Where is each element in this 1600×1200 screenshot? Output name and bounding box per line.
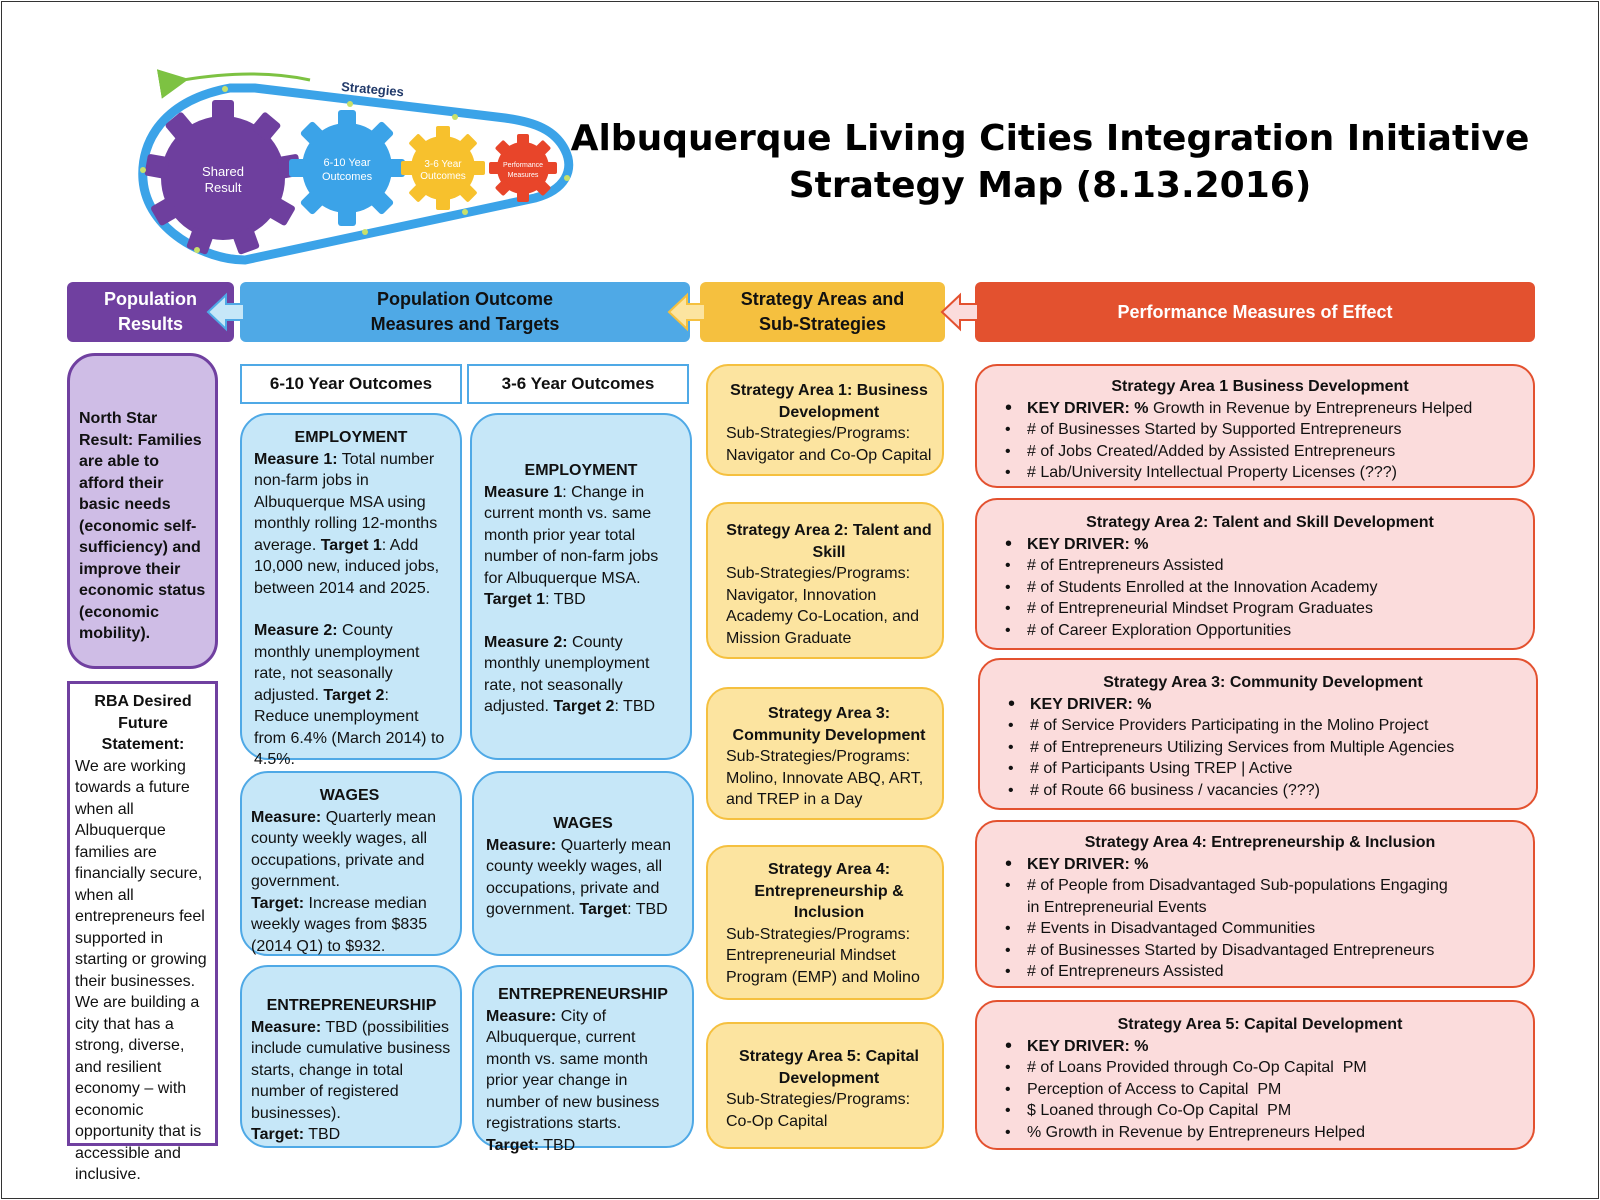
header-pop-line2: Results bbox=[117, 314, 184, 334]
performance-title: Strategy Area 1 Business Development bbox=[1111, 378, 1409, 395]
list-item: • # Events in Disadvantaged Communities bbox=[997, 918, 1523, 940]
rba-box bbox=[67, 681, 218, 1183]
strategy-area-sub: Sub-Strategies/Programs: Entrepreneurial Mindset Program (EMP) and Molino bbox=[726, 925, 920, 986]
wages-heading: WAGES bbox=[319, 787, 380, 804]
list-item: • # of Service Providers Participating in the Molino Project bbox=[1000, 715, 1526, 737]
page-title bbox=[560, 115, 1540, 209]
list-item: • # of People from Disadvantaged Sub-populations Engaging in Entrepreneurial Events bbox=[997, 875, 1523, 918]
wages-heading: WAGES bbox=[553, 815, 613, 832]
entrepreneurship-heading: ENTREPRENEURSHIP bbox=[266, 997, 437, 1014]
performance-area-5-box bbox=[975, 1000, 1535, 1150]
cycle-arrow-icon bbox=[183, 74, 310, 80]
header-pop-line1: Population bbox=[104, 289, 197, 309]
rba-heading: RBA Desired Future Statement: bbox=[94, 693, 192, 753]
strategy-area-title: Strategy Area 5: Capital Development bbox=[739, 1048, 919, 1087]
header-performance-measures bbox=[975, 282, 1535, 342]
strategy-area-sub: Sub-Strategies/Programs: Navigator and Co-Op Capital bbox=[726, 425, 932, 464]
header-perf-text: Performance Measures of Effect bbox=[1117, 301, 1393, 322]
list-item: • # of Entrepreneurs Assisted bbox=[997, 961, 1523, 983]
entrepreneurship-6-10-box bbox=[240, 965, 462, 1148]
key-driver: • KEY DRIVER: % bbox=[997, 534, 1523, 556]
north-star-text: North Star Result: Families are able to afford their basic needs (economic self-sufficiency) and improve their economic status (economic mobility). bbox=[79, 410, 206, 642]
list-item: • # Lab/University Intellectual Property Licenses (???) bbox=[997, 462, 1523, 484]
measure-text: Measure: Quarterly mean county weekly wages, all occupations, private and government. Target: TBD bbox=[486, 836, 671, 918]
performance-list bbox=[997, 1036, 1523, 1144]
employment-3-6-box bbox=[470, 413, 692, 760]
key-driver: • KEY DRIVER: % bbox=[1000, 694, 1526, 716]
column-header-3-6: 3-6 Year Outcomes bbox=[467, 364, 689, 404]
strategy-area-sub: Sub-Strategies/Programs: Navigator, Innovation Academy Co-Location, and Mission Graduate bbox=[726, 565, 919, 647]
list-item: • $ Loaned through Co-Op Capital PM bbox=[997, 1100, 1523, 1122]
performance-list bbox=[1000, 694, 1526, 802]
strategy-area-title: Strategy Area 3: Community Development bbox=[732, 705, 926, 744]
measure-text: Measure 2: County monthly unemployment rate, not seasonally adjusted. Target 2: Reduce unemployment from 6.4% (March 2014) to 4.5%. bbox=[254, 622, 445, 768]
list-item: • # of Jobs Created/Added by Assisted Entrepreneurs bbox=[997, 441, 1523, 463]
performance-area-2-box bbox=[975, 498, 1535, 650]
performance-list bbox=[997, 398, 1523, 484]
performance-gear bbox=[489, 134, 557, 202]
measure-text: Measure: TBD (possibilities include cumulative business starts, change in total number of registered businesses). bbox=[251, 1018, 451, 1122]
employment-6-10-box bbox=[240, 413, 462, 768]
performance-list bbox=[997, 534, 1523, 642]
list-item: • # of Businesses Started by Disadvantaged Entrepreneurs bbox=[997, 940, 1523, 962]
strategy-area-4-box bbox=[706, 845, 944, 1000]
performance-title: Strategy Area 5: Capital Development bbox=[1117, 1016, 1403, 1033]
employment-heading: EMPLOYMENT bbox=[524, 462, 638, 479]
header-str-line2: Sub-Strategies bbox=[758, 314, 887, 334]
header-outcome-measures bbox=[240, 282, 690, 342]
header-out-line2: Measures and Targets bbox=[370, 314, 560, 334]
shared-result-label-2: Result bbox=[204, 180, 242, 195]
target-text: Target: Increase median weekly wages from $835 (2014 Q1) to $932. bbox=[251, 894, 428, 955]
gears-graphic bbox=[135, 60, 580, 270]
outcomes-3-6-label-1: 3-6 Year bbox=[424, 159, 462, 170]
performance-list bbox=[997, 854, 1523, 983]
measure-text: Measure 1: Total number non-farm jobs in Albuquerque MSA using monthly rolling 12-months average. Target 1: Add 10,000 new, induced jobs, between 2014 and 2025. bbox=[254, 450, 440, 597]
header-str-line1: Strategy Areas and bbox=[740, 289, 905, 309]
strategy-area-3-box bbox=[706, 687, 944, 820]
outcomes-6-10-gear bbox=[289, 110, 405, 226]
strategies-label: Strategies bbox=[340, 78, 405, 100]
strategy-area-title: Strategy Area 1: Business Development bbox=[730, 382, 928, 421]
arrow-left-icon bbox=[940, 292, 980, 332]
outcomes-3-6-gear bbox=[401, 126, 485, 210]
key-driver: • KEY DRIVER: % bbox=[997, 854, 1523, 876]
outcomes-6-10-label-1: 6-10 Year bbox=[323, 157, 371, 169]
performance-label-2: Measures bbox=[507, 172, 539, 179]
list-item: • % Growth in Revenue by Entrepreneurs Helped bbox=[997, 1122, 1523, 1144]
entrepreneurship-heading: ENTREPRENEURSHIP bbox=[498, 986, 668, 1003]
arrow-left-icon bbox=[667, 292, 707, 332]
entrepreneurship-3-6-box bbox=[472, 965, 694, 1154]
strategy-area-sub: Sub-Strategies/Programs: Co-Op Capital bbox=[726, 1091, 911, 1130]
target-text: Target: TBD bbox=[486, 1136, 576, 1154]
rba-body: We are working towards a future when all Albuquerque families are financially secure, when all entrepreneurs feel supported in starting or growing their businesses. We are building a city that has a strong, diverse, and resilient economy – with economic opportunity that is accessible and inclusive. bbox=[75, 757, 207, 1183]
header-out-line1: Population Outcome bbox=[376, 289, 553, 309]
list-item: • # of Entrepreneurial Mindset Program Graduates bbox=[997, 598, 1523, 620]
strategy-area-5-box bbox=[706, 1022, 944, 1149]
wages-3-6-box bbox=[472, 771, 694, 956]
arrow-left-icon bbox=[206, 292, 246, 332]
strategy-area-1-box bbox=[706, 364, 944, 476]
measure-text: Measure 2: County monthly unemployment rate, not seasonally adjusted. Target 2: TBD bbox=[484, 633, 656, 715]
employment-heading: EMPLOYMENT bbox=[294, 429, 408, 446]
key-driver: • KEY DRIVER: % Growth in Revenue by Entrepreneurs Helped bbox=[997, 398, 1523, 420]
list-item: • # of Career Exploration Opportunities bbox=[997, 620, 1523, 642]
strategy-area-sub: Sub-Strategies/Programs: Molino, Innovate ABQ, ART, and TREP in a Day bbox=[726, 748, 924, 808]
performance-title: Strategy Area 3: Community Development bbox=[1103, 674, 1423, 691]
list-item: • # of Students Enrolled at the Innovation Academy bbox=[997, 577, 1523, 599]
measure-text: Measure: Quarterly mean county weekly wages, all occupations, private and government. bbox=[251, 808, 436, 890]
target-text: Target: TBD bbox=[251, 1126, 341, 1143]
list-item: • Perception of Access to Capital PM bbox=[997, 1079, 1523, 1101]
list-item: • # of Route 66 business / vacancies (???) bbox=[1000, 780, 1526, 802]
strategy-area-title: Strategy Area 2: Talent and Skill bbox=[726, 522, 932, 561]
strategy-area-title: Strategy Area 4: Entrepreneurship & Inclusion bbox=[754, 861, 904, 921]
performance-title: Strategy Area 2: Talent and Skill Development bbox=[1086, 514, 1434, 531]
title-line-2: Strategy Map (8.13.2016) bbox=[788, 165, 1312, 206]
list-item: • # of Loans Provided through Co-Op Capital PM bbox=[997, 1057, 1523, 1079]
measure-text: Measure 1: Change in current month vs. same month prior year total number of non-farm jobs for Albuquerque MSA. Target 1: TBD bbox=[484, 483, 659, 608]
shared-result-label-1: Shared bbox=[202, 164, 244, 179]
performance-area-1-box bbox=[975, 364, 1535, 488]
header-strategy-areas bbox=[700, 282, 945, 342]
outcomes-3-6-label-2: Outcomes bbox=[420, 171, 466, 182]
list-item: • # of Entrepreneurs Utilizing Services from Multiple Agencies bbox=[1000, 737, 1526, 759]
key-driver: • KEY DRIVER: % bbox=[997, 1036, 1523, 1058]
performance-area-4-box bbox=[975, 820, 1535, 988]
list-item: • # of Participants Using TREP | Active bbox=[1000, 758, 1526, 780]
performance-title: Strategy Area 4: Entrepreneurship & Inclusion bbox=[1084, 834, 1436, 851]
outcomes-6-10-label-2: Outcomes bbox=[321, 171, 373, 183]
strategy-area-2-box bbox=[706, 502, 944, 659]
list-item: • # of Entrepreneurs Assisted bbox=[997, 555, 1523, 577]
column-header-6-10: 6-10 Year Outcomes bbox=[240, 364, 462, 404]
performance-label-1: Performance bbox=[502, 162, 544, 169]
performance-area-3-box bbox=[978, 658, 1538, 810]
title-line-1: Albuquerque Living Cities Integration Initiative bbox=[570, 118, 1530, 159]
measure-text: Measure: City of Albuquerque, current month vs. same month prior year change in number of new business registrations starts. bbox=[486, 1007, 660, 1132]
wages-6-10-box bbox=[240, 771, 462, 956]
list-item: • # of Businesses Started by Supported Entrepreneurs bbox=[997, 419, 1523, 441]
north-star-box bbox=[67, 353, 218, 669]
